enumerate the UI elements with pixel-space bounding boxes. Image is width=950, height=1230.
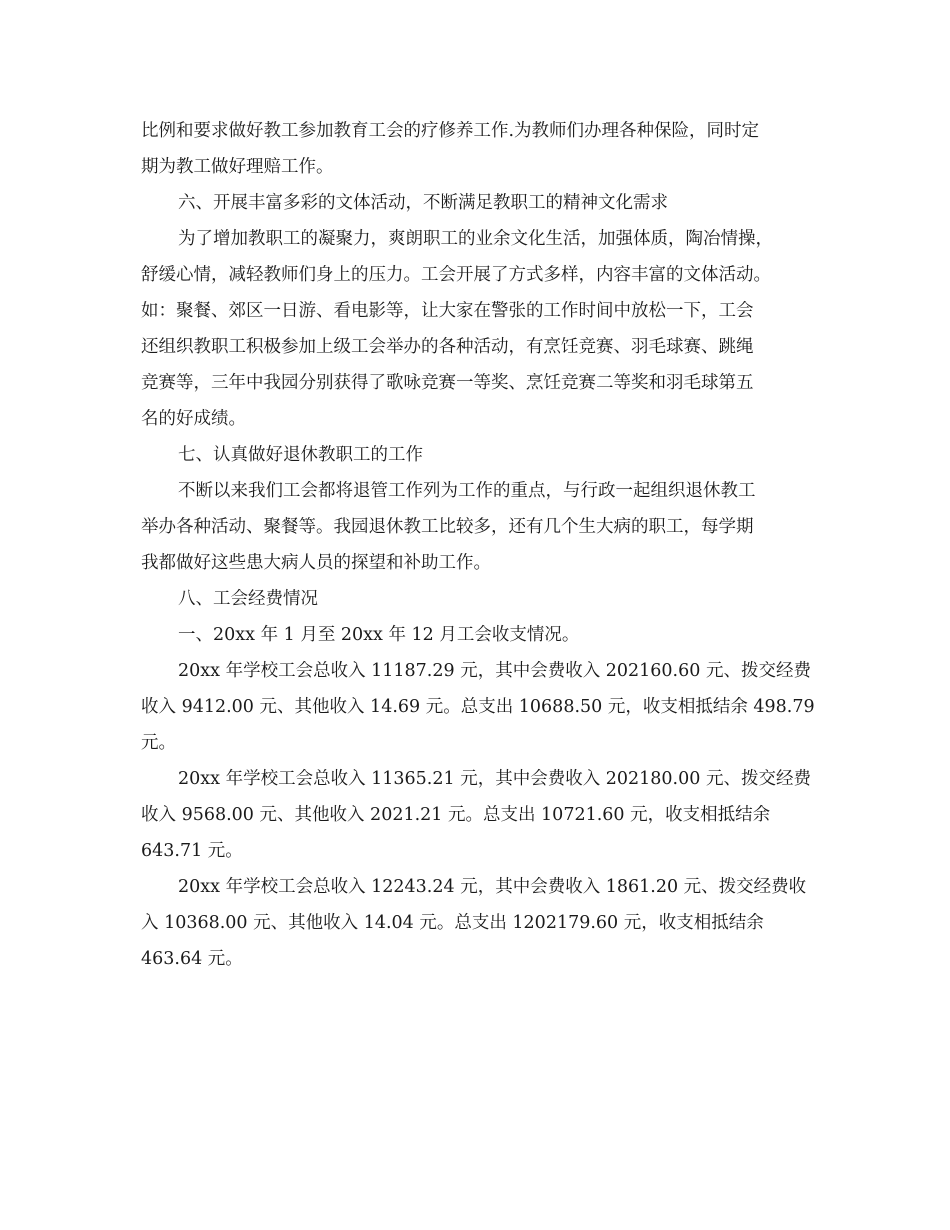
text-line: 为了增加教职工的凝聚力，爽朗职工的业余文化生活，加强体质，陶冶情操，: [178, 229, 773, 249]
text-line: 收入 9568.00 元、其他收入 2021.21 元。总支出 10721.60 元，收支相抵结余: [141, 805, 771, 825]
text-line: 比例和要求做好教工参加教育工会的疗修养工作.为教师们办理各种保险，同时定: [141, 121, 760, 141]
text-line: 名的好成绩。: [141, 409, 246, 429]
text-line: 举办各种活动、聚餐等。我园退休教工比较多，还有几个生大病的职工，每学期: [141, 517, 754, 537]
text-line: 收入 9412.00 元、其他收入 14.69 元。总支出 10688.50 元，收支相抵结余 498.79: [141, 697, 815, 717]
text-line: 期为教工做好理赔工作。: [141, 157, 334, 177]
finance-paragraph-2: 20xx 年学校工会总收入 11365.21 元，其中会费收入 202180.00 元、拨交经费: [178, 769, 811, 789]
document-body: [141, 113, 815, 977]
text-line: 643.71 元。: [141, 841, 243, 861]
subsection-heading: 一、20xx 年 1 月至 20xx 年 12 月工会收支情况。: [178, 625, 580, 645]
text-line: 竞赛等，三年中我园分别获得了歌咏竞赛一等奖、烹饪竞赛二等奖和羽毛球第五: [141, 373, 754, 393]
text-line: 我都做好这些患大病人员的探望和补助工作。: [141, 553, 491, 573]
section-heading-7: 七、认真做好退休教职工的工作: [178, 445, 423, 465]
section-heading-6: 六、开展丰富多彩的文体活动，不断满足教职工的精神文化需求: [178, 193, 668, 213]
text-line: 元。: [141, 733, 176, 753]
text-line: 舒缓心情，减轻教师们身上的压力。工会开展了方式多样，内容丰富的文体活动。: [141, 265, 771, 285]
text-line: 不断以来我们工会都将退管工作列为工作的重点，与行政一起组织退休教工: [178, 481, 756, 501]
text-line: 如：聚餐、郊区一日游、看电影等，让大家在警张的工作时间中放松一下，工会: [141, 301, 754, 321]
text-line: 还组织教职工积极参加上级工会举办的各种活动，有烹饪竞赛、羽毛球赛、跳绳: [141, 337, 754, 357]
finance-paragraph-1: 20xx 年学校工会总收入 11187.29 元，其中会费收入 202160.60 元、拨交经费: [178, 661, 811, 681]
finance-paragraph-3: 20xx 年学校工会总收入 12243.24 元，其中会费收入 1861.20 元、拨交经费收: [178, 877, 807, 897]
text-line: 463.64 元。: [141, 949, 243, 969]
section-heading-8: 八、工会经费情况: [178, 589, 318, 609]
text-line: 入 10368.00 元、其他收入 14.04 元。总支出 1202179.60 元，收支相抵结余: [141, 913, 764, 933]
